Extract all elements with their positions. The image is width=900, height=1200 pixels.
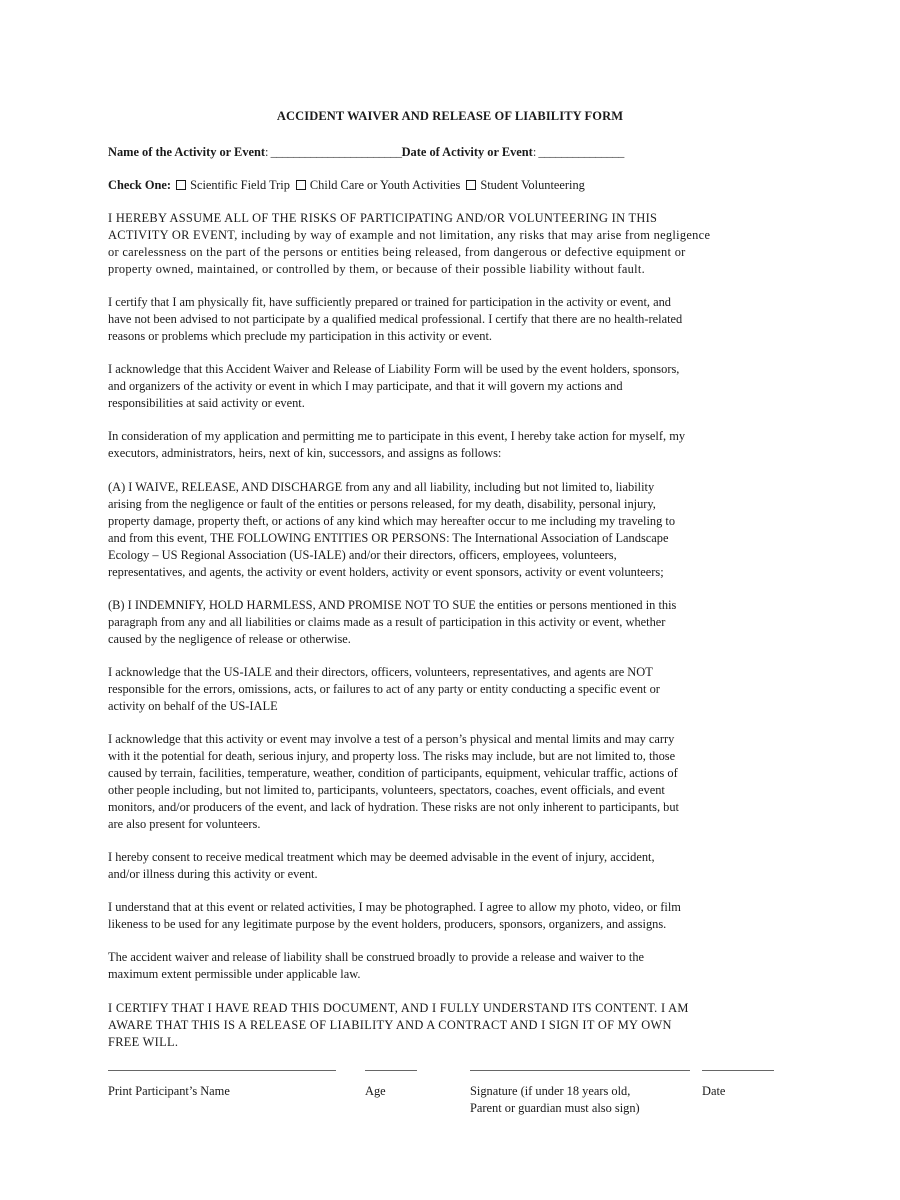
option-child-care[interactable] [294,177,460,194]
paragraph-line: caused by terrain, facilities, temperature, weather, condition of participants, equipment, vehicular traffic, actions of [108,766,678,780]
date-line[interactable] [702,1070,774,1071]
signature-label-line: Parent or guardian must also sign) [470,1101,640,1115]
paragraph-line: likeness to be used for any legitimate purpose by the event holders, producers, sponsors, organizers, and assigns. [108,917,667,931]
paragraph-line: caused by the negligence of release or otherwise. [108,632,351,646]
paragraph-waive-release [108,479,793,581]
paragraph-assume-risks [108,210,793,278]
form-title: ACCIDENT WAIVER AND RELEASE OF LIABILITY FORM [276,109,624,123]
check-one-label: Check One: [108,178,171,192]
option-label: Scientific Field Trip [190,178,290,192]
checkbox-icon[interactable] [296,180,306,190]
paragraph-line: reasons or problems which preclude my participation in this activity or event. [108,329,493,343]
paragraph-line: ACTIVITY OR EVENT, including by way of example and not limitation, any risks that may arise from negligence [108,228,711,242]
checkbox-icon[interactable] [176,180,186,190]
paragraph-line: Ecology – US Regional Association (US-IALE) and/or their directors, officers, employees, volunteers, [108,548,617,562]
date-label: Date [702,1084,726,1098]
paragraph-line: other people including, but not limited to, participants, volunteers, spectators, coaches, event officials, and event [108,783,665,797]
participant-name-line[interactable] [108,1070,336,1071]
paragraph-line: monitors, and/or producers of the event, and lack of hydration. These risks are not only inherent to participants, but [108,800,679,814]
participant-name-label: Print Participant’s Name [108,1084,230,1098]
paragraph-certify [108,1000,793,1051]
paragraph-line: AWARE THAT THIS IS A RELEASE OF LIABILITY AND A CONTRACT AND I SIGN IT OF MY OWN [108,1018,672,1032]
paragraph-line: executors, administrators, heirs, next of kin, successors, and assigns as follows: [108,446,502,460]
paragraph-line: and from this event, THE FOLLOWING ENTITIES OR PERSONS: The International Association of Landscape [108,531,669,545]
paragraph-line: I acknowledge that this activity or event may involve a test of a person’s physical and mental limits and may carry [108,732,675,746]
paragraph-line: and/or illness during this activity or event. [108,867,318,881]
paragraph-consideration [108,428,793,462]
paragraph-line: The accident waiver and release of liability shall be construed broadly to provide a release and waiver to the [108,950,645,964]
paragraph-line: I acknowledge that the US-IALE and their directors, officers, volunteers, representatives, and agents are NOT [108,665,653,679]
age-label: Age [365,1084,386,1098]
paragraph-line: FREE WILL. [108,1035,179,1049]
paragraph-line: activity on behalf of the US-IALE [108,699,278,713]
signature-line[interactable] [470,1070,690,1071]
paragraph-line: I acknowledge that this Accident Waiver and Release of Liability Form will be used by the event holders, sponsors, [108,362,680,376]
option-scientific-field-trip[interactable] [174,177,290,194]
paragraph-line: I certify that I am physically fit, have sufficiently prepared or trained for participation in the activity or event, and [108,295,671,309]
paragraph-acknowledge-form [108,361,793,412]
option-student-volunteering[interactable] [464,177,585,194]
paragraph-line: In consideration of my application and permitting me to participate in this event, I hereby take action for myself, my [108,429,686,443]
paragraph-line: I hereby consent to receive medical treatment which may be deemed advisable in the event of injury, accident, [108,850,655,864]
paragraph-line: paragraph from any and all liabilities or claims made as a result of participation in this activity or event, whether [108,615,666,629]
checkbox-icon[interactable] [466,180,476,190]
paragraph-photograph-consent [108,899,793,933]
paragraph-line: I HEREBY ASSUME ALL OF THE RISKS OF PARTICIPATING AND/OR VOLUNTEERING IN THIS [108,211,658,225]
activity-name-field[interactable]: : _______________________ [265,145,402,159]
paragraph-line: representatives, and agents, the activity or event holders, activity or event sponsors, activity or event volunteers; [108,565,664,579]
paragraph-line: responsible for the errors, omissions, acts, or failures to act of any party or entity conducting a specific event or [108,682,660,696]
paragraph-not-responsible [108,664,793,715]
paragraph-line: or carelessness on the part of the persons or entities being released, from dangerous or defective equipment or [108,245,686,259]
paragraph-line: have not been advised to not participate by a qualified medical professional. I certify that there are no health-related [108,312,683,326]
check-one-row [108,177,589,194]
paragraph-line: maximum extent permissible under applicable law. [108,967,361,981]
paragraph-line: with it the potential for death, serious injury, and property loss. The risks may include, but are not limited to, those [108,749,676,763]
paragraph-physically-fit [108,294,793,345]
paragraph-indemnify [108,597,793,648]
paragraph-line: (B) I INDEMNIFY, HOLD HARMLESS, AND PROMISE NOT TO SUE the entities or persons mentioned in this [108,598,677,612]
paragraph-line: property owned, maintained, or controlled by them, or because of their possible liability without fault. [108,262,646,276]
paragraph-line: responsibilities at said activity or event. [108,396,305,410]
paragraph-line: property damage, property theft, or actions of any kind which may hereafter occur to me including my traveling to [108,514,676,528]
activity-row [108,144,624,161]
paragraph-line: (A) I WAIVE, RELEASE, AND DISCHARGE from any and all liability, including but not limited to, liability [108,480,655,494]
option-label: Child Care or Youth Activities [309,178,461,192]
paragraph-physical-limits [108,731,793,833]
paragraph-line: I CERTIFY THAT I HAVE READ THIS DOCUMENT, AND I FULLY UNDERSTAND ITS CONTENT. I AM [108,1001,689,1015]
signature-label [470,1083,640,1117]
paragraph-medical-consent [108,849,793,883]
age-line[interactable] [365,1070,417,1071]
signature-label-line: Signature (if under 18 years old, [470,1084,631,1098]
activity-date-label: Date of Activity or Event [401,145,533,159]
paragraph-line: are also present for volunteers. [108,817,261,831]
activity-date-field[interactable]: : _______________ [532,145,624,159]
activity-name-label: Name of the Activity or Event [108,145,266,159]
paragraph-line: I understand that at this event or related activities, I may be photographed. I agree to allow my photo, video, or film [108,900,681,914]
paragraph-line: arising from the negligence or fault of the entities or persons released, for my death, disability, personal injury, [108,497,656,511]
option-label: Student Volunteering [480,178,585,192]
paragraph-line: and organizers of the activity or event in which I may participate, and that it will govern my actions and [108,379,623,393]
paragraph-construed-broadly [108,949,793,983]
